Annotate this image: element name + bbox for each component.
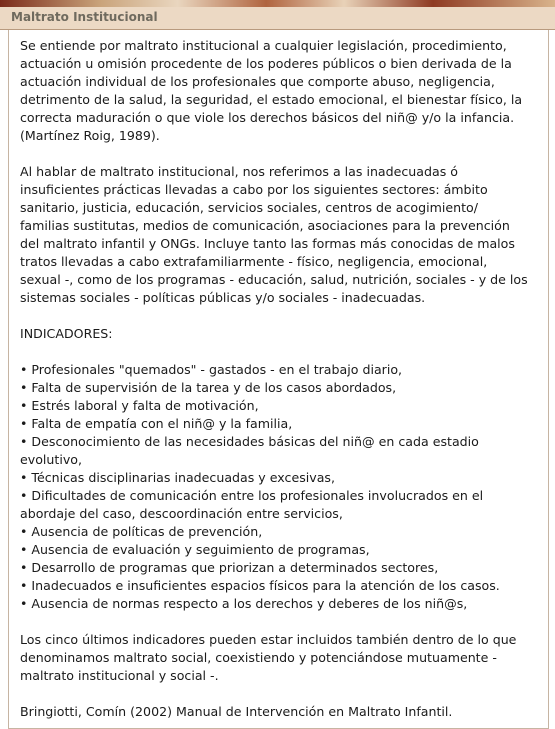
text-line: Se entiende por maltrato institucional a cualquier legislación, procedimiento, (20, 38, 507, 53)
indicators-heading: INDICADORES: (20, 326, 113, 341)
text-line: Los cinco últimos indicadores pueden estar incluidos también dentro de lo que (20, 632, 517, 647)
paragraph-gap (20, 145, 546, 163)
decorative-banner-strip (0, 0, 555, 7)
text-line: sanitario, justicia, educación, servicios sociales, centros de acogimiento/ (20, 200, 478, 215)
text-line: actuación u omisión procedente de los poderes públicos o bien derivada de la (20, 56, 512, 71)
list-item: evolutivo, (20, 452, 82, 467)
list-item: • Desconocimiento de las necesidades básicas del niñ@ en cada estadio (20, 434, 479, 449)
text-line: (Martínez Roig, 1989). (20, 128, 160, 143)
reference-paragraph (20, 703, 546, 721)
list-item: • Profesionales "quemados" - gastados - en el trabajo diario, (20, 362, 403, 377)
list-item: • Ausencia de normas respecto a los derechos y deberes de los niñ@s, (20, 596, 468, 611)
text-line: maltrato institucional y social -. (20, 668, 219, 683)
conclusion-paragraph (20, 631, 546, 685)
text-line: Al hablar de maltrato institucional, nos referimos a las inadecuadas ó (20, 164, 458, 179)
paragraph-gap (20, 343, 546, 361)
list-item: • Falta de supervisión de la tarea y de los casos abordados, (20, 380, 397, 395)
section-title: Maltrato Institucional (11, 10, 158, 24)
text-line: familias sustitutas, medios de comunicación, asociaciones para la prevención (20, 218, 510, 233)
list-item: • Ausencia de evaluación y seguimiento de programas, (20, 542, 370, 557)
content-box (8, 30, 549, 729)
text-line: denominamos maltrato social, coexistiendo y potenciándose mutuamente - (20, 650, 497, 665)
text-line: actuación individual de los profesionales que comporte abuso, negligencia, (20, 74, 495, 89)
text-line: sexual -, como de los programas - educación, salud, nutrición, sociales - y de los (20, 272, 528, 287)
list-item: • Ausencia de políticas de prevención, (20, 524, 263, 539)
list-item: • Dificultades de comunicación entre los profesionales involucrados en el (20, 488, 484, 503)
section-header (0, 7, 555, 30)
paragraph-gap (20, 613, 546, 631)
list-item: • Técnicas disciplinarias inadecuadas y excesivas, (20, 470, 335, 485)
text-line: tratos llevadas a cabo extrafamiliarmente - físico, negligencia, emocional, (20, 254, 488, 269)
list-item: • Estrés laboral y falta de motivación, (20, 398, 259, 413)
text-line: del maltrato infantil y ONGs. Incluye tanto las formas más conocidas de malos (20, 236, 515, 251)
list-item: • Inadecuados e insuficientes espacios físicos para la atención de los casos. (20, 578, 500, 593)
list-item: abordaje del caso, descoordinación entre servicios, (20, 506, 343, 521)
indicators-list (20, 361, 546, 613)
list-item: • Falta de empatía con el niñ@ y la familia, (20, 416, 293, 431)
definition-paragraph (20, 37, 546, 145)
paragraph-gap (20, 685, 546, 703)
list-item: • Desarrollo de programas que priorizan a determinados sectores, (20, 560, 439, 575)
article-text (20, 37, 546, 721)
sectors-paragraph (20, 163, 546, 307)
paragraph-gap (20, 307, 546, 325)
text-line: detrimento de la salud, la seguridad, el estado emocional, el bienestar físico, la (20, 92, 523, 107)
text-line: insuficientes prácticas llevadas a cabo por los siguientes sectores: ámbito (20, 182, 488, 197)
text-line: sistemas sociales - políticas públicas y/o sociales - inadecuadas. (20, 290, 426, 305)
text-line: correcta maduración o que viole los derechos básicos del niñ@ y/o la infancia. (20, 110, 515, 125)
reference-line: Bringiotti, Comín (2002) Manual de Intervención en Maltrato Infantil. (20, 704, 453, 719)
